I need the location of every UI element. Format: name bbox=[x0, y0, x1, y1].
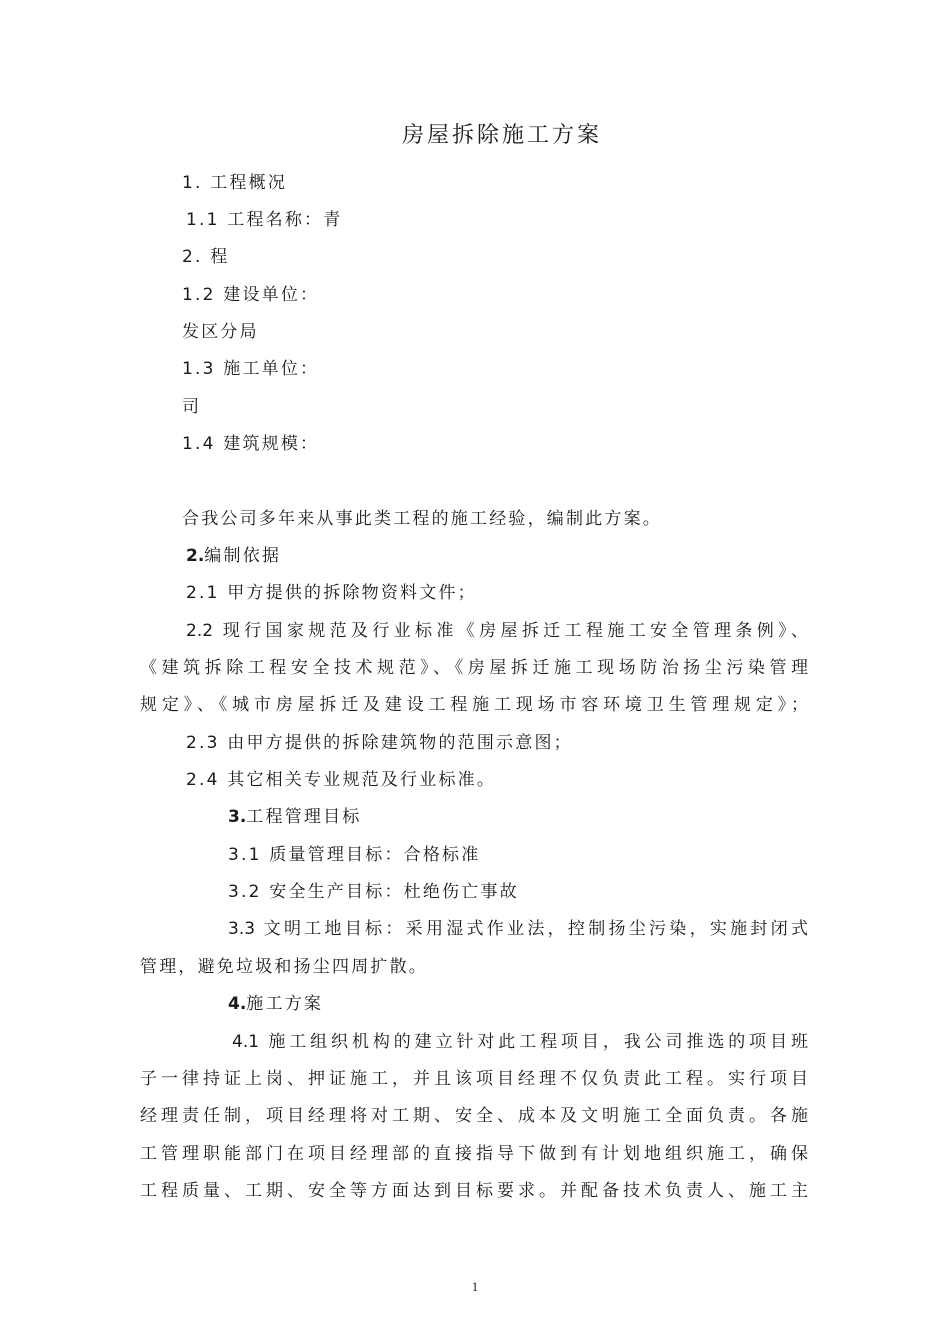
item-4-1-line-4: 工管理职能部门在项目经理部的直接指导下做到有计划地组织施工，确保 bbox=[140, 1144, 808, 1164]
item-2-3: 2.3 由甲方提供的拆除建筑物的范围示意图； bbox=[186, 733, 573, 753]
item-2-2-line-3: 规定》、《城市房屋拆迁及建设工程施工现场市容环境卫生管理规定》； bbox=[140, 695, 808, 715]
item-3-1: 3.1 质量管理目标：合格标准 bbox=[228, 845, 481, 865]
section-4-title: 施工方案 bbox=[246, 994, 324, 1014]
section-3-number: 3. bbox=[228, 807, 247, 827]
section-3-title: 工程管理目标 bbox=[246, 807, 362, 827]
section-2-title: 编制依据 bbox=[204, 546, 282, 566]
section-3-heading bbox=[228, 804, 362, 830]
item-1-2-builder: 1.2 建设单位： bbox=[182, 285, 320, 305]
page-number: 1 bbox=[471, 1279, 479, 1294]
item-4-1-line-5: 工程质量、工期、安全等方面达到目标要求。并配备技术负责人、施工主 bbox=[140, 1181, 808, 1201]
item-2-1: 2.1 甲方提供的拆除物资料文件； bbox=[186, 583, 477, 603]
item-1-1-project-name: 1.1 工程名称：青 bbox=[186, 210, 343, 230]
paragraph-combine: 合我公司多年来从事此类工程的施工经验，编制此方案。 bbox=[182, 509, 662, 529]
item-2-fragment: 2. 程 bbox=[182, 247, 230, 267]
item-4-1-line-1: 4.1 施工组织机构的建立针对此工程项目，我公司推选的项目班 bbox=[232, 1032, 808, 1052]
item-3-3-line-2: 管理，避免垃圾和扬尘四周扩散。 bbox=[140, 957, 428, 977]
item-4-1-line-2: 子一律持证上岗、押证施工，并且该项目经理不仅负责此工程。实行项目 bbox=[140, 1069, 808, 1089]
item-1-3-contractor: 1.3 施工单位： bbox=[182, 359, 320, 379]
document-title: 房屋拆除施工方案 bbox=[401, 123, 602, 148]
section-2-heading bbox=[186, 543, 281, 569]
item-3-2: 3.2 安全生产目标：杜绝伤亡事故 bbox=[228, 882, 519, 902]
item-1-2-continuation: 发区分局 bbox=[182, 322, 259, 342]
section-4-heading bbox=[228, 991, 323, 1017]
item-2-2-line-1: 2.2 现行国家规范及行业标准《房屋拆迁工程施工安全管理条例》、 bbox=[186, 621, 808, 641]
section-4-number: 4. bbox=[228, 994, 247, 1014]
item-1-3-continuation: 司 bbox=[182, 397, 202, 417]
item-4-1-line-3: 经理责任制，项目经理将对工期、安全、成本及文明施工全面负责。各施 bbox=[140, 1106, 808, 1126]
section-2-number: 2. bbox=[186, 546, 205, 566]
item-3-3-line-1: 3.3 文明工地目标：采用湿式作业法，控制扬尘污染，实施封闭式 bbox=[228, 919, 808, 939]
section-1-heading: 1. 工程概况 bbox=[182, 173, 288, 193]
item-2-4: 2.4 其它相关专业规范及行业标准。 bbox=[186, 770, 497, 790]
item-1-4-scale: 1.4 建筑规模： bbox=[182, 434, 320, 454]
item-2-2-line-2: 《建筑拆除工程安全技术规范》、《房屋拆迁施工现场防治扬尘污染管理 bbox=[140, 658, 808, 678]
